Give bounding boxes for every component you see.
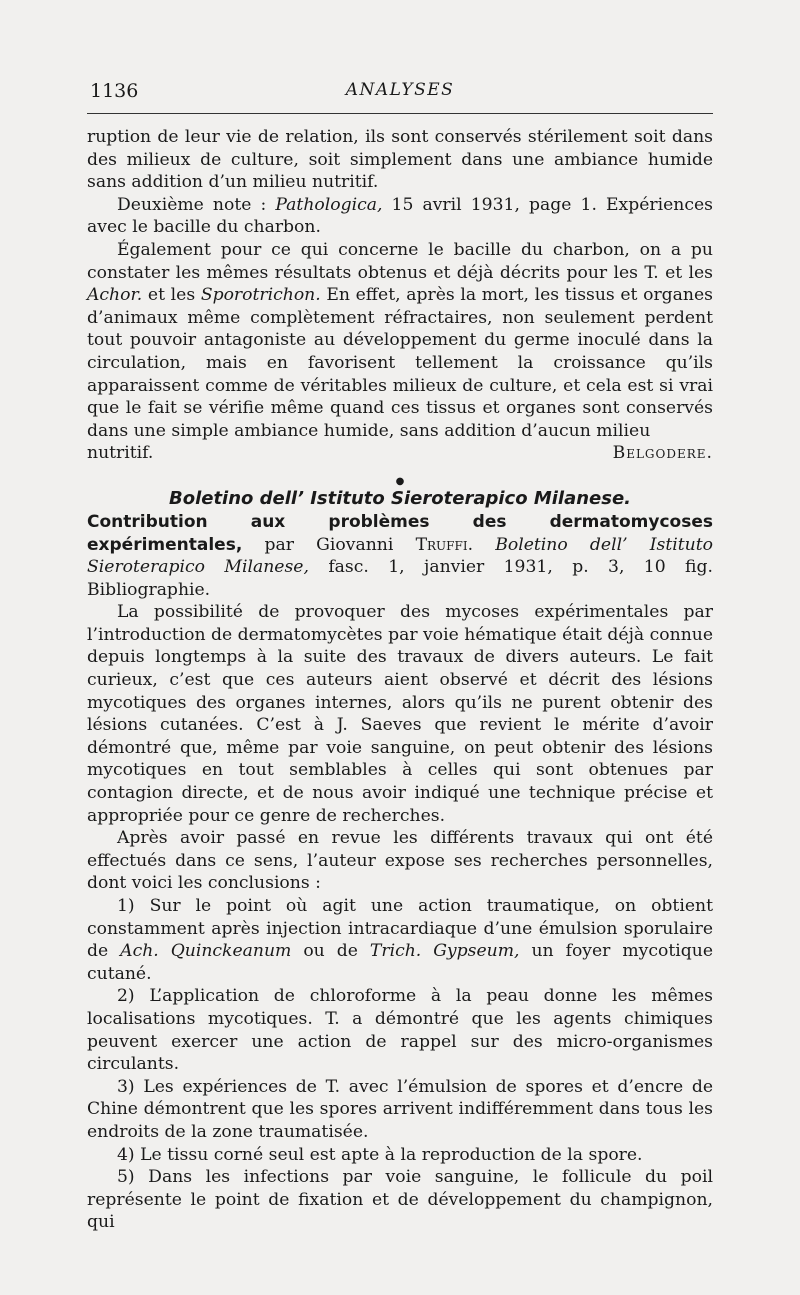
genus-name: Sporotrichon. [200,285,321,306]
signature-line [87,442,713,465]
section-title: Boletino dell’ Istituto Sieroterapico Milanese. [168,487,632,509]
author-name: Truffi. [415,534,474,555]
paragraph [87,239,713,442]
article-heading [87,511,713,601]
text: 15 avril 1931, page 1. Expériences avec le bacille du charbon. [87,194,713,238]
text: En effet, après la mort, les tissus et organes d’animaux même complètement réfractaires, non seulement perdent tout pouvoir antagoniste au développement du germe inoculé dans la circulation, mais en favorisent tellement la croissance qu’ils apparaissent comme de véritables milieux de culture, et cela est si vrai que le fait se vérifie même quand ces tissus et organes sont conservés dans une simple ambiance humide, sans addition d’aucun milieu [87,285,713,441]
conclusion-item: 5) Dans les infections par voie sanguine, le follicule du poil représente le point de fixation et de développement du champignon, qui [87,1167,713,1233]
page-number: 1136 [90,80,139,102]
journal-name: Pathologica, [275,194,383,215]
conclusion-item [87,895,713,985]
text: fasc. 1, janvier 1931, p. 3, 10 fig. Bibliographie. [87,557,713,600]
article-title: Contribution aux problèmes des dermatomycoses expérimentales, [87,511,713,555]
paragraph [87,194,713,239]
text: et les [142,285,201,306]
text: nutritif. [87,443,154,464]
text: Deuxième note : [117,194,276,215]
separator-mark: ● [395,475,405,487]
conclusion-item: 3) Les expériences de T. avec l’émulsion de spores et d’encre de Chine démontrent que les spores arrivent indifféremment dans tous les endroits de la zone traumatisée. [87,1076,713,1142]
species-name: Ach. Quinckeanum [120,941,292,962]
running-head: ANALYSES [345,80,455,100]
paragraph: Après avoir passé en revue les différents travaux qui ont été effectués dans ce sens, l’auteur expose ses recherches personnelles, dont voici les conclusions : [87,828,713,894]
conclusion-item: 2) L’application de chloroforme à la peau donne les mêmes localisations mycotiques. T. a démontré que les agents chimiques peuvent exercer une action de rappel sur des micro-organismes circulants. [87,986,713,1075]
text: un foyer mycotique cutané. [87,941,714,984]
conclusion-item: 4) Le tissu corné seul est apte à la reproduction de la spore. [117,1144,643,1165]
text: par Giovanni [242,534,416,555]
species-name: Trich. Gypseum, [369,941,520,962]
header-rule [87,113,713,114]
genus-name: Achor. [87,285,143,306]
paragraph: ruption de leur vie de relation, ils sont conservés stérilement soit dans des milieux de culture, soit simplement dans une ambiance humide sans addition d’un milieu nutritif. [87,127,713,193]
paragraph: La possibilité de provoquer des mycoses expérimentales par l’introduction de dermatomycètes par voie hématique était déjà connue depuis longtemps à la suite des travaux de divers auteurs. Le fait curieux, c’est que ces auteurs aient observé et décrit des lésions mycotiques des organes internes, alors qu’ils ne purent obtenir des lésions cutanées. C’est à J. Saeves que revient le mérite d’avoir démontré que, même par voie sanguine, on peut obtenir des lésions mycotiques en tout semblables à celles qui sont obtenues par contagion directe, et de nous avoir indiqué une technique précise et appropriée pour ce genre de recherches. [87,602,713,826]
text: Également pour ce qui concerne le bacille du charbon, on a pu constater les mêmes résultats obtenus et déjà décrits pour les T. et les [87,239,713,283]
journal-name: Boletino dell’ Istituto Sieroterapico Milanese, [87,534,713,578]
page-content [87,126,713,1234]
page-header [87,80,713,104]
text: 1) Sur le point où agit une action traumatique, on obtient constamment après injection intracardiaque d’une émulsion sporulaire de [87,896,713,962]
text: ou de [291,941,370,962]
signature: Belgodere. [612,443,713,464]
